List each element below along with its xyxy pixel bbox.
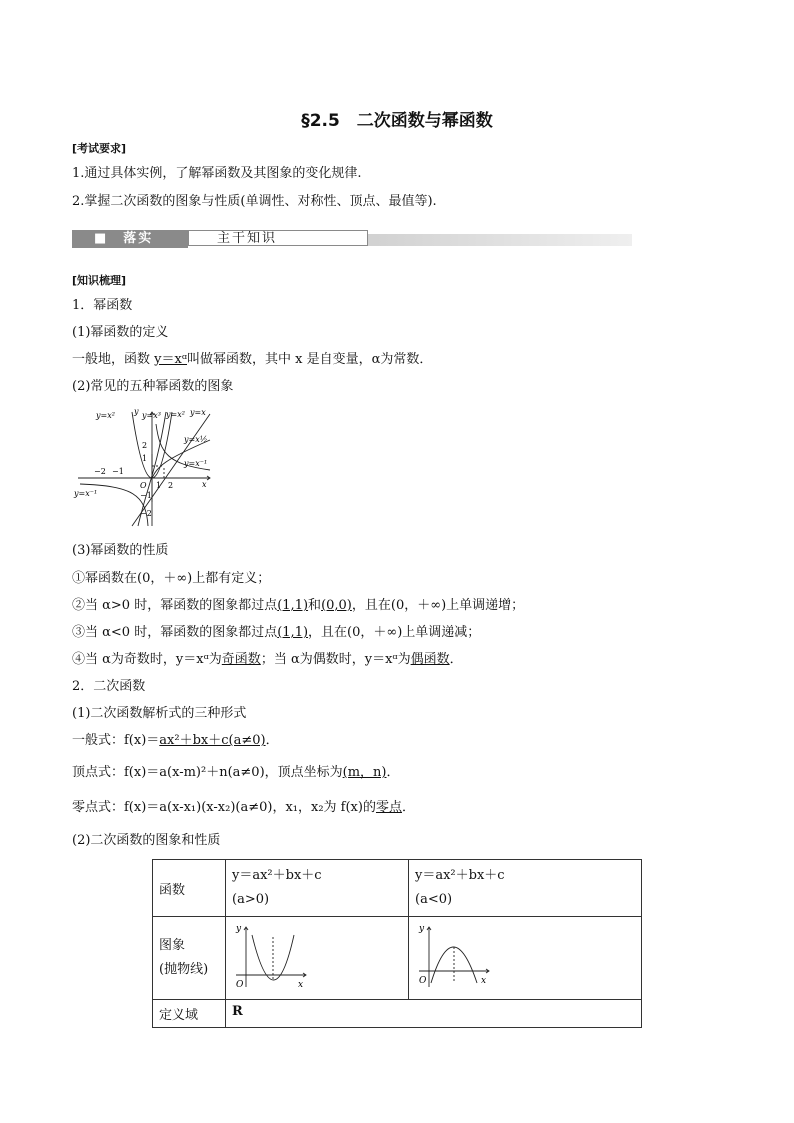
def-pre: 一般地，函数	[72, 352, 155, 367]
p4-odd-function: 奇函数	[221, 652, 261, 667]
section-banner	[72, 230, 632, 248]
axis-x-label: x	[481, 976, 487, 986]
condition-a-negative: (a<0)	[415, 892, 453, 907]
parabola-down-graph	[415, 921, 495, 991]
property-4	[72, 652, 463, 668]
section-2-heading: 2．二次函数	[72, 679, 146, 694]
f3-zeros: 零点	[375, 800, 402, 815]
p2-text-e: ，且在(0，＋∞)上单调递增；	[351, 598, 525, 613]
axis-x-label: x	[298, 980, 304, 990]
general-form	[72, 733, 279, 749]
table-cell-function-label: 函数	[153, 860, 226, 917]
p4-text-e: ．	[449, 652, 463, 667]
label-y-x3: y=x³	[142, 411, 161, 420]
p3-text-a: ③当 α<0 时，幂函数的图象都过点	[72, 625, 278, 640]
def-post: 叫做幂函数，其中 x 是自变量，α为常数．	[187, 352, 433, 367]
power-function-graph	[72, 404, 222, 530]
tick-y-2: 2	[142, 441, 148, 450]
f3-text-a: 零点式：f(x)＝a(x-x₁)(x-x₂)(a≠0)，x₁，x₂为 f(x)的	[72, 800, 376, 815]
axis-y-label: y	[419, 924, 425, 934]
formula-a-positive: y＝ax²＋bx＋c	[232, 868, 322, 883]
table-cell-a-negative	[409, 860, 642, 917]
condition-a-positive: (a>0)	[232, 892, 270, 907]
property-2	[72, 598, 524, 614]
table-cell-graph-down	[409, 917, 642, 1000]
graph-label: 图象	[159, 938, 186, 953]
exam-item-2: 2.掌握二次函数的图象与性质(单调性、对称性、顶点、最值等).	[72, 194, 437, 209]
tick-x-2: 2	[168, 481, 174, 490]
page-title: §2.5 二次函数与幂函数	[301, 111, 493, 131]
formula-a-negative: y＝ax²＋bx＋c	[415, 868, 505, 883]
quadratic-properties-table	[152, 859, 642, 1028]
property-1: ①幂函数在(0，＋∞)上都有定义；	[72, 571, 271, 586]
label-y-x2-left: y=x²	[96, 411, 115, 420]
label-y-x: y=x	[190, 408, 206, 417]
p4-text-c: ；当 α为偶数时，y＝xᵅ为	[260, 652, 411, 667]
p2-text-c: 和	[308, 598, 322, 613]
f1-formula: ax²＋bx＋c(a≠0)	[159, 733, 266, 748]
label-y-x2-right: y=x²	[166, 410, 185, 419]
table-cell-domain-label: 定义域	[153, 1000, 226, 1028]
zero-form	[72, 800, 415, 816]
table-cell-domain-value: R	[226, 1000, 642, 1028]
p4-text-a: ④当 α为奇数时，y＝xᵅ为	[72, 652, 222, 667]
p2-text-a: ②当 α>0 时，幂函数的图象都过点	[72, 598, 278, 613]
f2-vertex: (m，n)	[342, 765, 387, 780]
banner-left-label: ■ 落实	[94, 231, 154, 246]
label-y-x-half: y=x½	[184, 435, 208, 444]
p3-point-1-1: (1,1)	[277, 625, 309, 640]
p2-point-1-1: (1,1)	[277, 598, 309, 613]
tick-x-neg1: −1	[112, 467, 124, 476]
banner-right-label: 主干知识	[188, 230, 368, 246]
table-cell-a-positive	[226, 860, 409, 917]
tick-x-1: 1	[156, 481, 162, 490]
p2-point-0-0: (0,0)	[321, 598, 352, 613]
label-y-x-inv-right: y=x⁻¹	[184, 459, 208, 468]
section-2-2-heading: (2)二次函数的图象和性质	[72, 833, 221, 848]
parabola-up-graph	[232, 921, 312, 991]
section-1-3-heading: (3)幂函数的性质	[72, 543, 169, 558]
section-2-1-heading: (1)二次函数解析式的三种形式	[72, 706, 247, 721]
section-1-2-heading: (2)常见的五种幂函数的图象	[72, 379, 234, 394]
f1-text-c: ．	[265, 733, 279, 748]
table-cell-graph-label	[153, 917, 226, 1000]
tick-y-neg1: −1	[140, 491, 152, 500]
tick-y-neg2: −2	[140, 509, 152, 518]
f2-text-a: 顶点式：f(x)＝a(x-m)²＋n(a≠0)，顶点坐标为	[72, 765, 343, 780]
axis-y-label: y	[236, 924, 242, 934]
parabola-label: (抛物线)	[159, 962, 209, 977]
knowledge-header: [知识梳理]	[72, 274, 127, 287]
section-1-1-heading: (1)幂函数的定义	[72, 325, 169, 340]
exam-requirements-header: [考试要求]	[72, 142, 127, 155]
f1-text-a: 一般式：f(x)＝	[72, 733, 160, 748]
property-3	[72, 625, 480, 641]
axis-y-label: y	[134, 407, 139, 416]
p4-even-function: 偶函数	[410, 652, 450, 667]
origin-label: O	[419, 976, 427, 986]
def-formula: y＝xᵅ	[154, 352, 188, 367]
f3-text-c: ．	[401, 800, 415, 815]
power-function-definition	[72, 352, 432, 368]
exam-item-1: 1.通过具体实例，了解幂函数及其图象的变化规律.	[72, 166, 362, 181]
f2-text-c: ．	[386, 765, 400, 780]
p3-text-c: ，且在(0，＋∞)上单调递减；	[308, 625, 481, 640]
vertex-form	[72, 765, 400, 781]
label-y-x-inv-left: y=x⁻¹	[74, 489, 98, 498]
origin-label: O	[140, 481, 147, 490]
tick-y-1: 1	[142, 454, 148, 463]
tick-x-neg2: −2	[94, 467, 106, 476]
axis-x-label: x	[202, 480, 207, 489]
table-cell-graph-up	[226, 917, 409, 1000]
section-1-heading: 1．幂函数	[72, 298, 133, 313]
origin-label: O	[236, 980, 244, 990]
